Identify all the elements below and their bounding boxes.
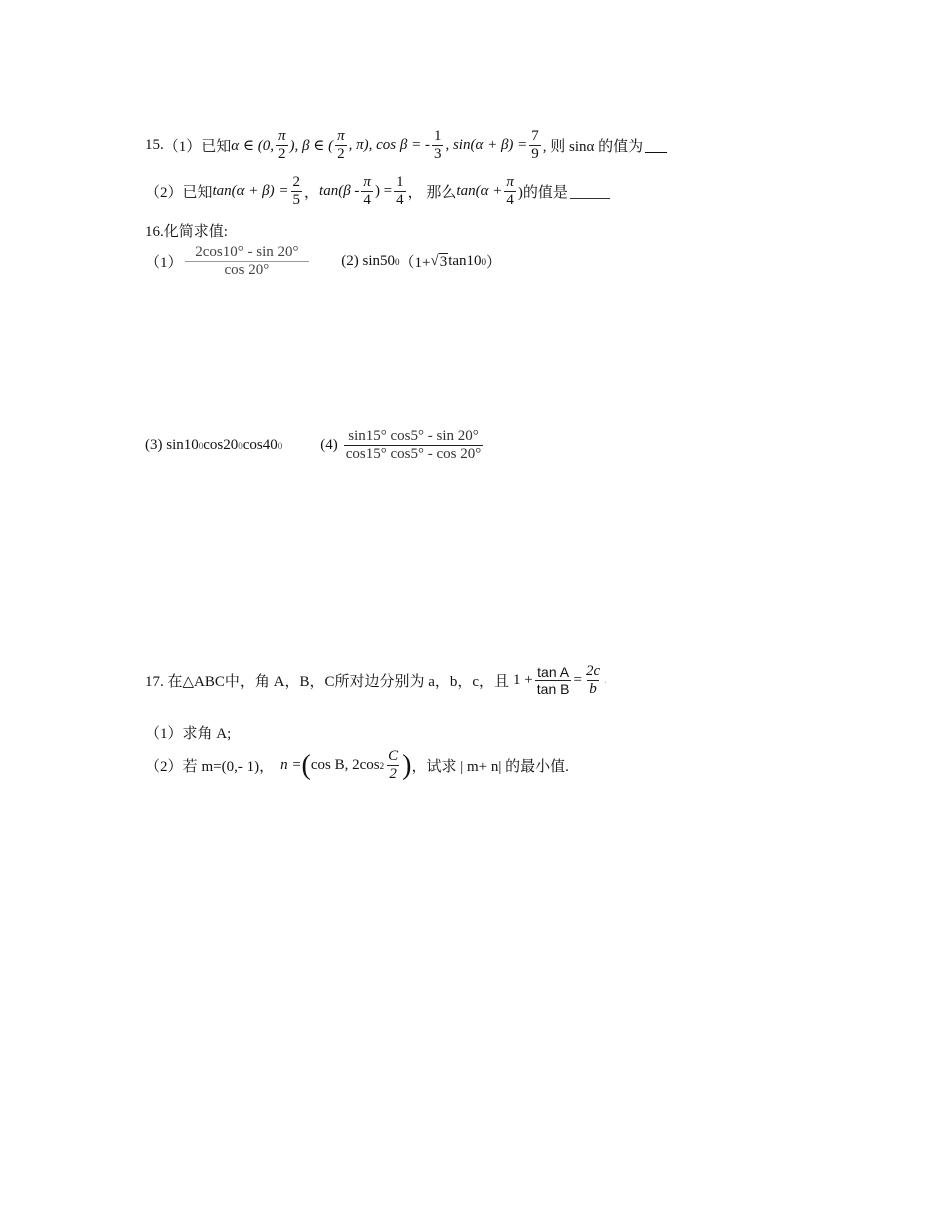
q17-part2 — [145, 748, 569, 784]
q16-p3-sin: (3) sin10 — [145, 437, 199, 454]
q17-paren-right: ) — [402, 749, 412, 781]
q15-number: 15. — [145, 137, 164, 154]
q15-p2-tan2: tan(β - — [319, 183, 360, 200]
q15-two-fifths: $\frac{2}{5}$ — [292, 174, 301, 209]
q15-pi-over-4-b: $\frac{\pi}{4}$ — [506, 174, 514, 209]
q16-p2-open: （1+ — [399, 255, 431, 272]
q15-p2-then: ， 那么 — [407, 185, 457, 202]
q17-n-def: n = — [280, 757, 302, 774]
q16-p1-label: （1） — [145, 255, 183, 272]
q17-text: 17. 在△ABC中，角 A，B，C所对边分别为 a，b，c，且 — [145, 674, 510, 691]
q15-p1-answer-blank[interactable] — [645, 138, 667, 153]
q15-pi-over-2-a: $\frac{\pi}{2}$ — [278, 128, 286, 163]
q15-beta-cond: ), β ∈ ( — [289, 138, 334, 155]
q17-statement — [145, 663, 607, 699]
q15-pi-over-2-b: $\frac{\pi}{2}$ — [337, 128, 345, 163]
q17-one-plus: 1 + — [513, 672, 533, 689]
q15-seven-ninths: $\frac{7}{9}$ — [531, 128, 539, 163]
q15-alpha-cond: α ∈ (0, — [231, 138, 274, 155]
q16-p3-sub2: 0 — [238, 440, 243, 451]
q15-p2-eq: ) = — [374, 183, 393, 200]
q16-p2-text: (2) sin50 — [341, 253, 396, 270]
q16-p2-tan: tan10 — [448, 253, 482, 270]
q15-one-third: $\frac{1}{3}$ — [433, 128, 442, 163]
q17-2c-over-b: $\frac{2c}{b}$ — [585, 663, 601, 698]
q17-cosB: cos B, 2cos — [310, 757, 380, 774]
q16-p3-cos40: cos40 — [242, 437, 278, 454]
q15-p2-label: （2）已知 — [145, 185, 213, 202]
q15-part1 — [145, 128, 667, 164]
q17-p2-end: ，试求 | m+ n| 的最小值. — [411, 759, 569, 776]
q16-p4-label: (4) — [320, 437, 338, 454]
q17-C-over-2: $\frac{C}{2}$ — [388, 748, 399, 783]
q16-p1-fraction: $\frac{2\cos 10^\circ - \sin 20^\circ}{\cos 20^\circ}$ — [185, 244, 310, 280]
q16-p2-close: ） — [486, 255, 502, 272]
q16-row1 — [145, 244, 501, 280]
q17-tan-fraction: $\frac{\text{tan A}}{\text{tan B}}$ — [536, 664, 570, 698]
q16-p2-degree: 0 — [395, 256, 400, 267]
q15-p1-label: （1）已知 — [163, 139, 232, 156]
q17-eq: = — [573, 672, 582, 689]
q15-pi-over-4-a: $\frac{\pi}{4}$ — [363, 174, 371, 209]
q15-sin-sum: , sin(α + β) = — [445, 137, 528, 154]
q16-p2-sqrt-value: 3 — [439, 253, 448, 270]
q16-p3-sub1: 0 — [198, 440, 204, 451]
q15-p2-answer-blank[interactable] — [570, 184, 610, 199]
q15-one-fourth: $\frac{1}{4}$ — [396, 174, 404, 209]
q17-m-def: m=(0,- 1)， — [201, 759, 275, 776]
sqrt-icon: √ — [430, 253, 439, 270]
q17-paren-left: ( — [301, 749, 311, 781]
q15-p2-comma: ， — [304, 185, 320, 202]
q17-part1: （1）求角 A; — [145, 726, 232, 742]
q15-p2-tan3: tan(α + — [456, 183, 503, 200]
q16-p3-cos20: cos20 — [203, 437, 239, 454]
q16-title: 16.化简求值: — [145, 224, 228, 240]
q15-p2-tan1: tan(α + β) = — [212, 183, 289, 200]
q16-p3-sub3: 0 — [277, 440, 283, 451]
q16-row2 — [145, 428, 485, 464]
q17-square: 2 — [379, 760, 385, 771]
q15-cos-beta: , π), cos β = - — [348, 137, 430, 154]
q15-p1-end: , 则 sinα 的值为 — [542, 139, 644, 156]
q17-p2-label: （2）若 — [145, 759, 198, 776]
q15-p2-end: )的值是 — [517, 185, 568, 202]
q16-p2-degree2: 0 — [481, 256, 487, 267]
q17-dot: . — [604, 675, 607, 687]
q16-p4-fraction: $\frac{\sin 15^\circ \cos 5^\circ - \sin 20^\circ}{\cos 15^\circ \cos 5^\circ - \cos 20^\circ}$ — [345, 428, 482, 463]
q15-part2 — [145, 174, 610, 210]
